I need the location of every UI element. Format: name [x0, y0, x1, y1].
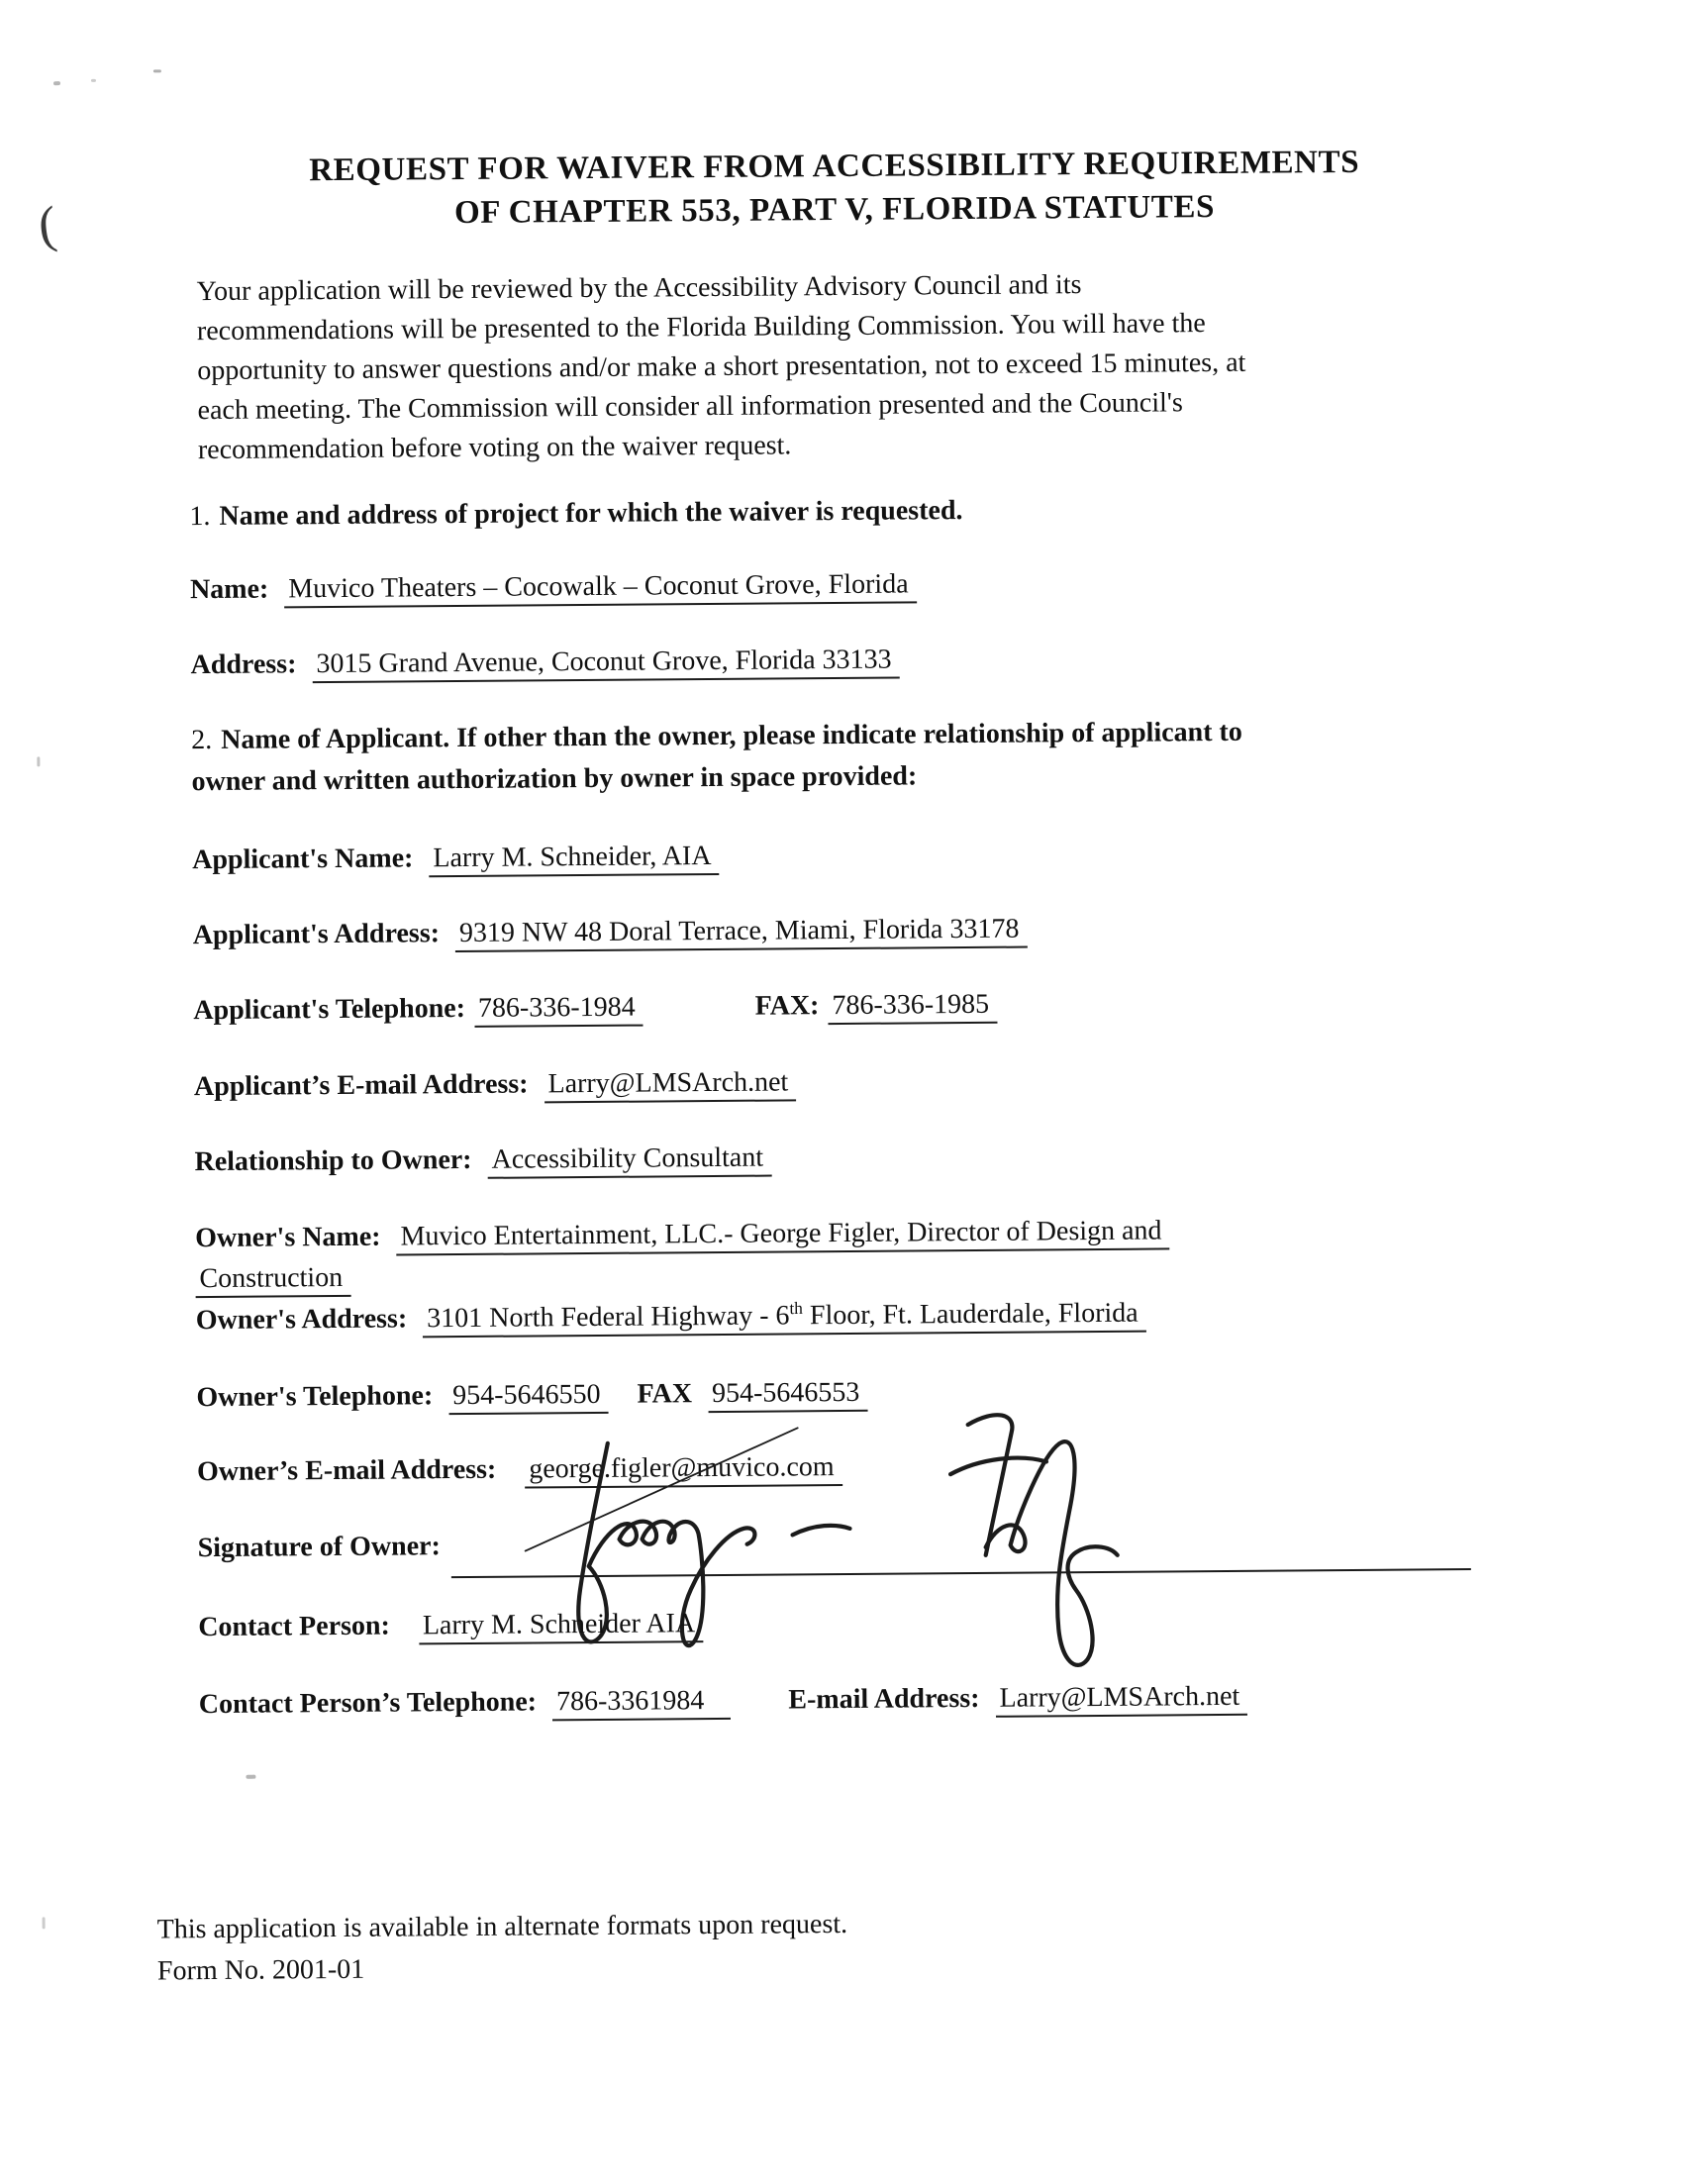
section1-heading: [189, 492, 962, 536]
footer-form-number: Form No. 2001-01: [156, 1953, 365, 1987]
intro-line: each meeting. The Commission will consider all information presented and the Council's: [197, 387, 1183, 427]
applicant-email-value: Larry@LMSArch.net: [544, 1066, 796, 1103]
owner-address-value: [423, 1298, 1146, 1339]
owner-name-label: Owner's Name:: [195, 1221, 381, 1254]
project-name-label: Name:: [189, 573, 269, 606]
section2-heading-text2: owner and written authorization by owner in space provided:: [191, 760, 918, 798]
contact-person-value: Larry M. Schneider AIA: [419, 1608, 704, 1644]
applicant-phone-value: 786-336-1984: [474, 992, 644, 1028]
contact-email-label: E-mail Address:: [788, 1682, 980, 1716]
applicant-fax-label: FAX:: [754, 990, 820, 1022]
form-title: [0, 138, 1676, 238]
owner-phone-label: Owner's Telephone:: [196, 1380, 434, 1414]
owner-email-label: Owner’s E-mail Address:: [196, 1453, 497, 1488]
applicant-fax-value: 786-336-1985: [828, 989, 997, 1025]
owner-address-part1: 3101 North Federal Highway - 6: [427, 1300, 790, 1335]
project-name-row: [190, 565, 917, 609]
applicant-name-label: Applicant's Name:: [192, 843, 414, 876]
project-address-value: 3015 Grand Avenue, Coconut Grove, Florida 33133: [312, 645, 899, 684]
applicant-phone-label: Applicant's Telephone:: [193, 992, 466, 1027]
owner-address-superscript: th: [789, 1298, 803, 1319]
owner-name-value-line2: Construction: [195, 1262, 350, 1298]
project-address-row: [190, 642, 899, 685]
contact-person-row: [198, 1605, 703, 1646]
intro-line: opportunity to answer questions and/or make a short presentation, not to exceed 15 minutes, at: [197, 347, 1246, 387]
owner-address-row: [196, 1295, 1146, 1340]
relationship-label: Relationship to Owner:: [194, 1143, 472, 1178]
applicant-address-label: Applicant's Address:: [192, 918, 441, 951]
project-name-value: Muvico Theaters – Cocowalk – Coconut Grove, Florida: [284, 568, 917, 608]
owner-name-value-line1: Muvico Entertainment, LLC.- George Figler, Director of Design and: [396, 1215, 1169, 1255]
contact-person-label: Contact Person:: [198, 1610, 390, 1643]
owner-email-row: [197, 1448, 842, 1491]
contact-phone-value: 786-3361984: [552, 1685, 731, 1721]
section2-heading-line2: [191, 757, 917, 801]
applicant-phone-row: [193, 986, 997, 1030]
owner-address-part2: Floor, Ft. Lauderdale, Florida: [802, 1297, 1138, 1332]
section1-number: 1.: [189, 500, 211, 533]
owner-fax-label: FAX: [637, 1378, 693, 1410]
scan-speck: [246, 1775, 255, 1779]
section2-heading-text1: Name of Applicant. If other than the owner, please indicate relationship of applicant to: [221, 716, 1242, 755]
applicant-name-row: [192, 838, 720, 879]
intro-paragraph: [197, 264, 1247, 470]
relationship-row: [194, 1140, 771, 1182]
applicant-name-value: Larry M. Schneider, AIA: [429, 841, 719, 877]
scan-artifact-parenthesis: (: [35, 196, 59, 255]
owner-signature: [502, 1395, 1197, 1697]
intro-line: recommendation before voting on the waiver request.: [197, 430, 792, 466]
owner-phone-value: 954-5646550: [448, 1379, 609, 1415]
contact-email-value: Larry@LMSArch.net: [995, 1681, 1247, 1718]
signature-label: Signature of Owner:: [197, 1531, 441, 1564]
footer-availability-note: This application is available in alternate formats upon request.: [156, 1908, 848, 1945]
scan-speck: [43, 1917, 46, 1929]
section1-heading-text: Name and address of project for which the waiver is requested.: [219, 495, 963, 532]
scan-speck: [53, 81, 60, 85]
scan-speck: [91, 79, 96, 82]
owner-fax-value: 954-5646553: [708, 1377, 868, 1413]
relationship-value: Accessibility Consultant: [487, 1142, 771, 1179]
contact-phone-label: Contact Person’s Telephone:: [198, 1686, 538, 1721]
section2-heading-line1: [191, 714, 1242, 759]
scan-speck: [37, 756, 40, 766]
applicant-email-row: [194, 1063, 797, 1106]
owner-name-row-continued: [195, 1259, 350, 1298]
owner-address-label: Owner's Address:: [195, 1303, 408, 1337]
applicant-address-value: 9319 NW 48 Doral Terrace, Miami, Florida 33178: [455, 914, 1028, 953]
project-address-label: Address:: [190, 648, 297, 681]
applicant-email-label: Applicant’s E-mail Address:: [193, 1068, 529, 1103]
intro-line: recommendations will be presented to the Florida Building Commission. You will have the: [196, 308, 1206, 347]
form-title-line2: OF CHAPTER 553, PART V, FLORIDA STATUTES: [453, 189, 1216, 232]
owner-name-row: [195, 1212, 1170, 1257]
scan-speck: [153, 69, 161, 72]
signature-line: [451, 1568, 1471, 1578]
owner-email-value: george.figler@muvico.com: [525, 1451, 842, 1489]
owner-phone-row: [196, 1374, 867, 1417]
applicant-address-row: [193, 911, 1028, 955]
section2-number: 2.: [191, 724, 213, 756]
contact-phone-row: [199, 1678, 1248, 1724]
intro-line: Your application will be reviewed by the Accessibility Advisory Council and its: [196, 269, 1082, 308]
form-title-line1: REQUEST FOR WAIVER FROM ACCESSIBILITY REQUIREMENTS: [309, 144, 1360, 189]
